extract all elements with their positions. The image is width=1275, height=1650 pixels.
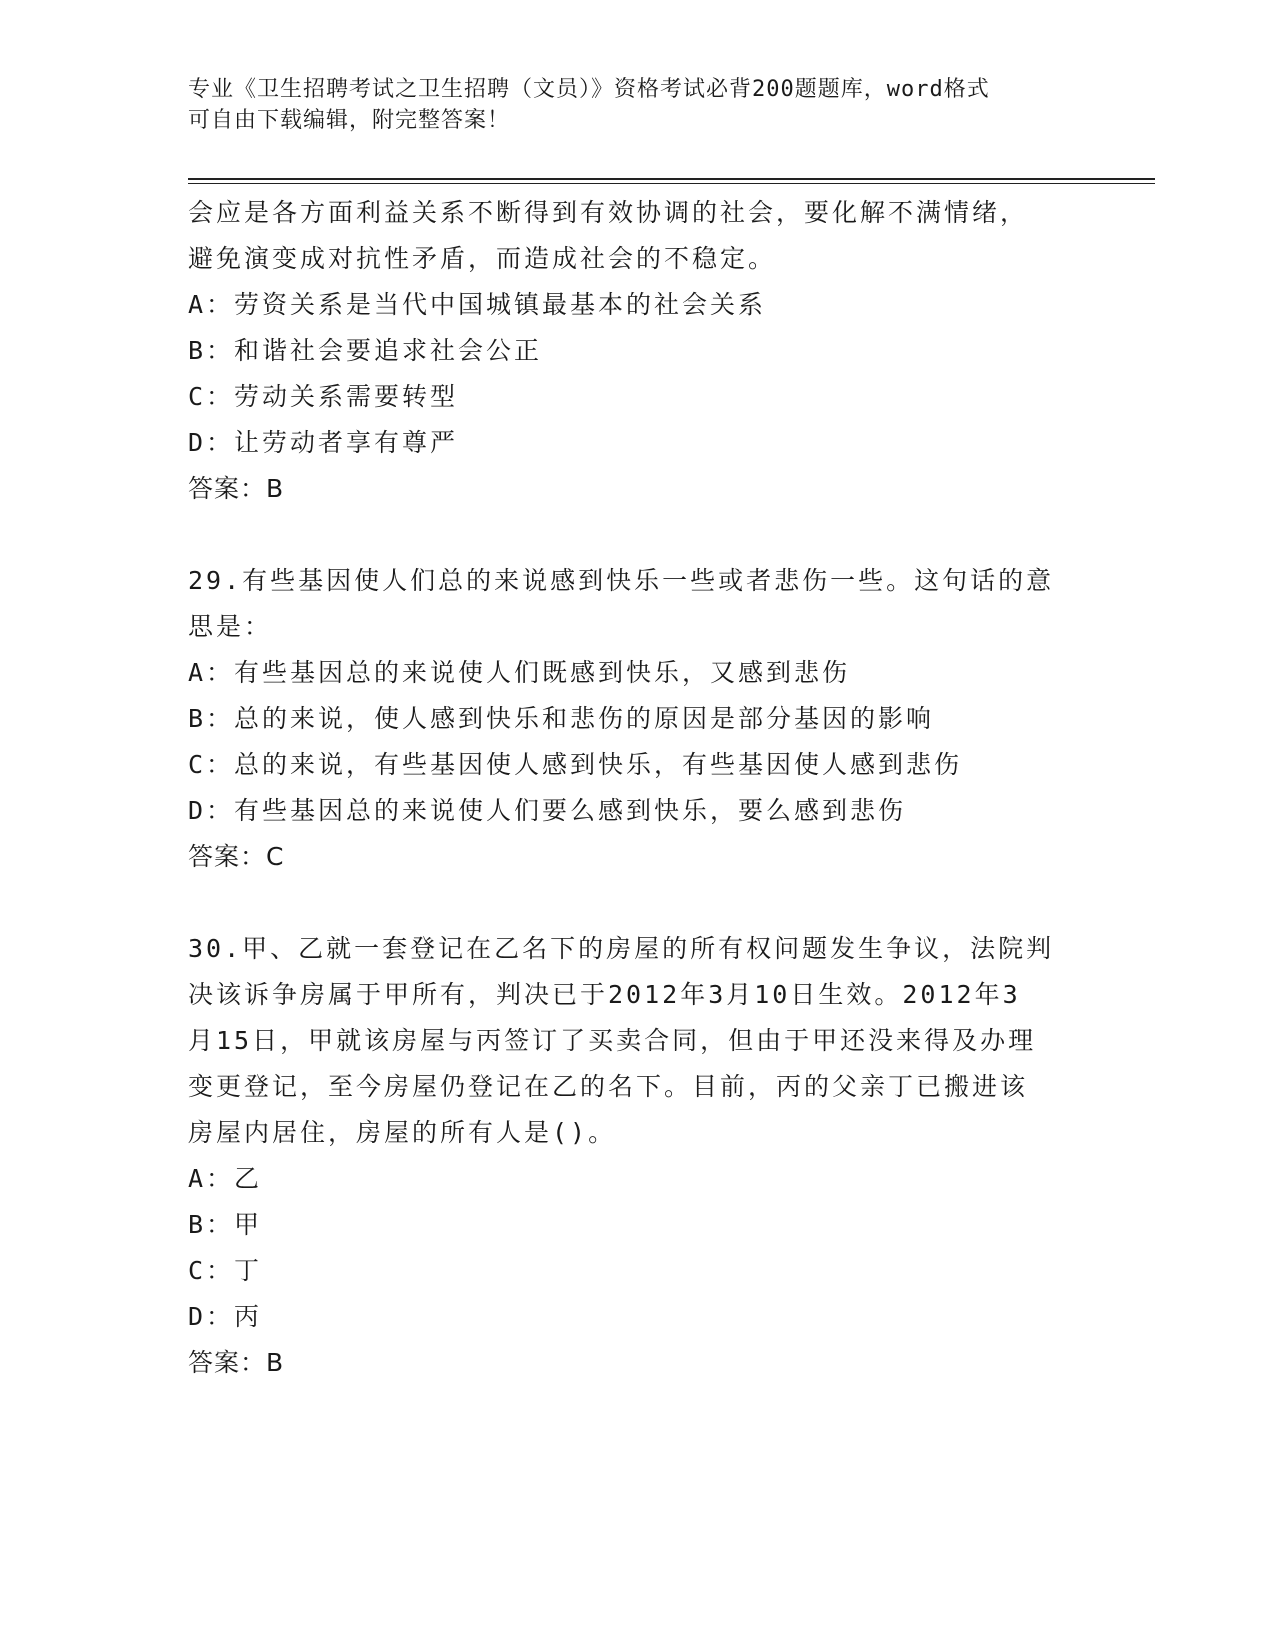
option-b: B：甲 — [188, 1210, 263, 1239]
question-30 — [188, 926, 1088, 1386]
header-title-line-1: 专业《卫生招聘考试之卫生招聘（文员）》资格考试必背200题题库，word格式 — [188, 77, 990, 102]
header-divider-thin — [188, 183, 1155, 184]
option-a: A：劳资关系是当代中国城镇最基本的社会关系 — [188, 290, 767, 319]
document-header — [188, 74, 1088, 136]
question-spacer — [188, 512, 1088, 558]
question-stem-line: 会应是各方面利益关系不断得到有效协调的社会，要化解不满情绪， — [188, 198, 1029, 227]
question-stem-line: 决该诉争房属于甲所有，判决已于2012年3月10日生效。2012年3 — [188, 980, 1021, 1009]
option-a: A：乙 — [188, 1164, 263, 1193]
option-b: B：和谐社会要追求社会公正 — [188, 336, 543, 365]
question-spacer — [188, 880, 1088, 926]
answer-label: 答案：B — [188, 474, 285, 503]
answer-label: 答案：B — [188, 1348, 285, 1377]
option-c: C：丁 — [188, 1256, 263, 1285]
option-d: D：有些基因总的来说使人们要么感到快乐，要么感到悲伤 — [188, 796, 907, 825]
option-a: A：有些基因总的来说使人们既感到快乐，又感到悲伤 — [188, 658, 851, 687]
question-stem-line: 变更登记，至今房屋仍登记在乙的名下。目前，丙的父亲丁已搬进该 — [188, 1072, 1029, 1101]
option-c: C：总的来说，有些基因使人感到快乐，有些基因使人感到悲伤 — [188, 750, 963, 779]
option-c: C：劳动关系需要转型 — [188, 382, 459, 411]
question-list — [188, 190, 1088, 1386]
option-d: D：让劳动者享有尊严 — [188, 428, 459, 457]
header-divider-thick — [188, 178, 1155, 180]
question-stem-line: 月15日，甲就该房屋与丙签订了买卖合同，但由于甲还没来得及办理 — [188, 1026, 1037, 1055]
header-title-line-2: 可自由下载编辑，附完整答案！ — [188, 108, 511, 133]
question-stem-line: 避免演变成对抗性矛盾，而造成社会的不稳定。 — [188, 244, 777, 273]
question-stem-line: 房屋内居住，房屋的所有人是()。 — [188, 1118, 617, 1147]
option-b: B：总的来说，使人感到快乐和悲伤的原因是部分基因的影响 — [188, 704, 935, 733]
question-stem-line: 29.有些基因使人们总的来说感到快乐一些或者悲伤一些。这句话的意 — [188, 566, 1055, 595]
question-stem-line: 30.甲、乙就一套登记在乙名下的房屋的所有权问题发生争议，法院判 — [188, 934, 1055, 963]
question-29 — [188, 558, 1088, 880]
option-d: D：丙 — [188, 1302, 263, 1331]
question-28 — [188, 190, 1088, 512]
question-stem-line: 思是： — [188, 612, 273, 641]
answer-label: 答案：C — [188, 842, 285, 871]
